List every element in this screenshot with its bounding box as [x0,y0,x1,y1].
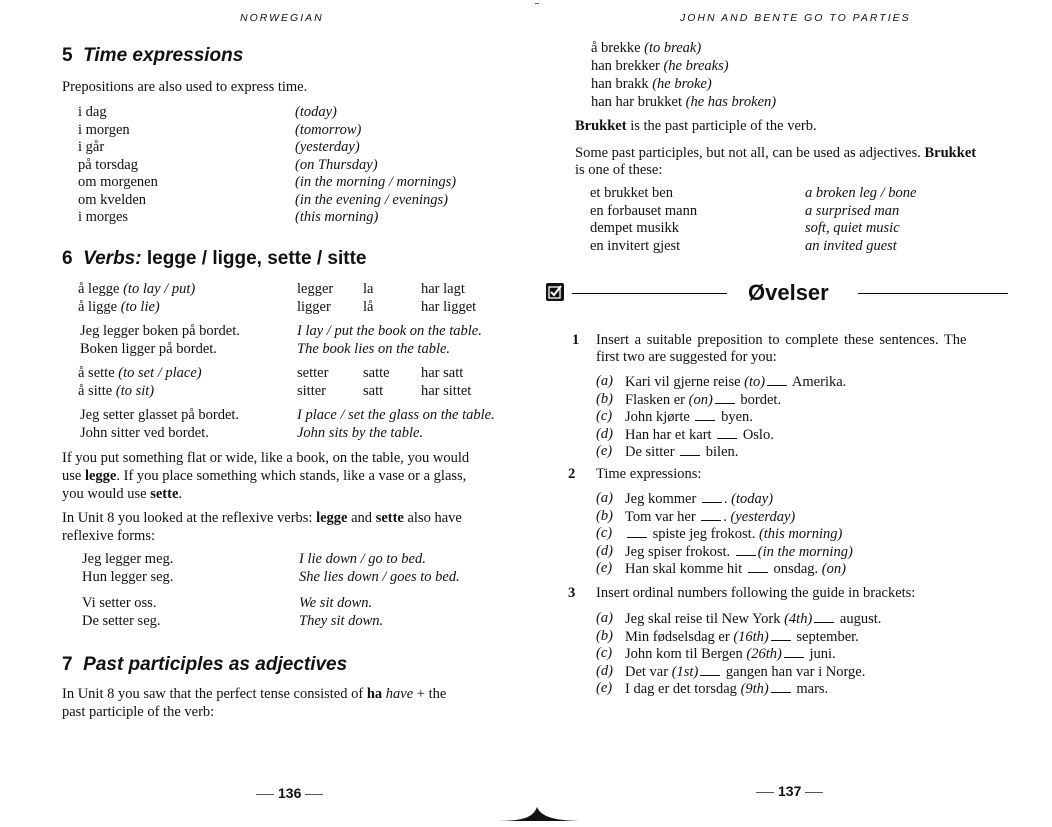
answer-blank[interactable] [814,610,834,623]
example-norwegian: Boken ligger på bordet. [80,341,217,357]
exercise-item-text: John kom til Bergen (26th) juni. [625,646,836,662]
answer-blank[interactable] [771,680,791,693]
exercise-3-instr: Insert ordinal numbers following the guide in brackets: [596,585,916,601]
adjective-english: soft, quiet music [805,220,900,236]
exercise-1-number: 1 [572,332,580,348]
answer-blank[interactable] [736,543,756,556]
section-7-line2: past participle of the verb: [62,704,215,720]
verb-infinitive: å sette (to set / place) [78,365,202,381]
some-participles-line1: Some past participles, but not all, can be used as adjectives. Brukket [575,145,977,161]
section-5-number: 5 [62,45,73,66]
exercise-item-text: John kjørte byen. [625,409,753,425]
example-english: I lay / put the book on the table. [297,323,482,339]
time-expression-english: (today) [295,104,337,120]
para2-line2: reflexive forms: [62,528,156,544]
verb-present: sitter [297,383,326,399]
answer-blank[interactable] [784,645,804,658]
para1-bold-legge: legge [84,468,117,484]
time-expression-english: (on Thursday) [295,156,378,173]
answer-blank[interactable] [748,560,768,573]
adjective-norwegian: dempet musikk [590,220,680,236]
exercise-item-text: Jeg skal reise til New York (4th) august. [625,611,882,627]
example-norwegian: Jeg legger boken på bordet. [80,323,240,339]
left-page-number: 136 [252,785,327,801]
example-english: I place / set the glass on the table. [297,407,495,423]
exercise-item-letter: (d) [596,662,613,679]
section-7-heading [62,654,347,676]
time-expression-norwegian: i dag [78,104,107,120]
verb-past: satt [363,383,384,399]
verb-perfect: har ligget [421,299,477,315]
adjective-norwegian: et brukket ben [590,185,673,201]
right-running-head: JOHN AND BENTE GO TO PARTIES [680,12,911,24]
exercise-1-instr-line1: Insert a suitable preposition to complete these sentences. The [596,332,967,348]
exercises-rule-left [572,293,727,294]
para1-line3: you would use sette. [62,486,183,502]
verb-present: setter [297,365,329,381]
exercise-item-letter: (c) [596,408,613,424]
exercise-item-letter: (b) [596,507,613,524]
exercises-rule-right [858,293,1008,294]
answer-blank[interactable] [695,408,715,421]
para1-line2: use legge. If you place something which stands, like a vase or a glass, [62,468,467,484]
exercise-item-text: Jeg kommer . (today) [625,491,774,507]
brekke-form: han brakk (he broke) [591,76,712,92]
reflexive-english: They sit down. [299,613,384,629]
section-6-heading [62,248,366,270]
exercise-item-text: Han skal komme hit onsdag. (on) [625,561,846,577]
verb-present: ligger [297,299,331,315]
adjective-english: a surprised man [805,202,900,219]
section-6-number: 6 [62,248,73,269]
time-expression-norwegian: i morgen [78,121,130,138]
exercise-2-number: 2 [568,466,576,482]
exercise-item-letter: (a) [596,373,613,389]
time-expression-norwegian: om morgenen [78,174,158,190]
time-expression-english: (in the morning / mornings) [295,174,457,190]
book-spine-shadow [495,805,585,822]
exercise-2-instr: Time expressions: [596,466,702,482]
verb-past: satte [363,365,390,381]
exercise-item-text: Jeg spiser frokost. (in the morning) [625,543,853,560]
exercise-item-letter: (c) [596,525,613,541]
exercise-item-letter: (a) [596,490,613,506]
verb-present: legger [297,281,334,297]
answer-blank[interactable] [715,391,735,404]
spine-tick [535,3,539,4]
reflexive-norwegian: De setter seg. [82,613,161,629]
example-english: The book lies on the table. [297,341,451,357]
adjective-norwegian: en invitert gjest [590,237,681,254]
adjective-english: an invited guest [805,237,897,254]
verb-perfect: har lagt [421,281,465,297]
exercise-item-letter: (e) [596,560,613,576]
brukket-line: Brukket is the past participle of the verb. [575,118,817,134]
exercise-item-letter: (b) [596,627,613,644]
some-participles-line2: is one of these: [575,162,663,178]
exercise-checkbox-icon [546,283,564,301]
brekke-form: å brekke (to break) [591,40,702,56]
time-expression-english: (yesterday) [295,139,360,155]
exercise-item-letter: (e) [596,443,613,459]
exercise-1-instr-line2: first two are suggested for you: [596,349,777,365]
exercise-item-text: I dag er det torsdag (9th) mars. [625,681,829,697]
exercise-item-letter: (e) [596,680,613,696]
time-expression-norwegian: i går [78,139,105,155]
adjective-norwegian: en forbauset mann [590,202,698,219]
answer-blank[interactable] [627,525,647,538]
answer-blank[interactable] [771,628,791,641]
section-6-title-rest: legge / ligge, sette / sitte [146,248,367,269]
example-english: John sits by the table. [297,425,424,441]
para2-line1: In Unit 8 you looked at the reflexive verbs: legge and sette also have [62,510,462,526]
time-expression-norwegian: på torsdag [78,156,138,173]
reflexive-english: We sit down. [299,595,373,611]
time-expression-english: (in the evening / evenings) [295,191,448,208]
exercises-title: Øvelser [748,280,829,305]
reflexive-english: She lies down / goes to bed. [299,569,460,585]
exercise-item-letter: (b) [596,390,613,407]
exercise-item-letter: (c) [596,645,613,661]
time-expression-norwegian: om kvelden [78,191,147,208]
section-5-title: Time expressions [83,45,244,66]
reflexive-norwegian: Jeg legger meg. [82,551,174,567]
section-7-number: 7 [62,654,73,675]
answer-blank[interactable] [701,508,721,521]
section-6-title-italic: Verbs: [83,248,142,269]
exercise-3-number: 3 [568,585,576,601]
reflexive-norwegian: Vi setter oss. [82,595,157,611]
verb-perfect: har sittet [421,383,472,399]
exercise-item-text: Han har et kart Oslo. [625,426,774,443]
para1-bold-sette: sette [150,486,179,502]
exercise-item-text: De sitter bilen. [625,444,739,460]
exercise-item-text: Flasken er (on) bordet. [625,391,782,408]
answer-blank[interactable] [702,490,722,503]
reflexive-english: I lie down / go to bed. [299,551,426,567]
exercise-item-text: Det var (1st) gangen han var i Norge. [625,663,866,680]
verb-past: la [363,281,374,297]
answer-blank[interactable] [700,663,720,676]
section-5-heading [62,45,243,67]
reflexive-norwegian: Hun legger seg. [82,569,174,585]
example-norwegian: Jeg setter glasset på bordet. [80,407,240,423]
section-5-intro: Prepositions are also used to express time. [62,79,308,95]
verb-infinitive: å legge (to lay / put) [78,281,196,297]
exercise-item-letter: (a) [596,610,613,626]
exercise-item-letter: (d) [596,425,613,442]
verb-infinitive: å sitte (to sit) [78,383,155,399]
exercise-item-text: Min fødselsdag er (16th) september. [625,628,859,645]
answer-blank[interactable] [680,443,700,456]
brekke-form: han har brukket (he has broken) [591,94,777,110]
right-page-number: 137 [752,783,827,799]
section-7-line1: In Unit 8 you saw that the perfect tense consisted of ha have + the [62,686,447,702]
adjective-english: a broken leg / bone [805,185,917,201]
time-expression-english: (this morning) [295,209,379,225]
verb-past: lå [363,299,374,315]
answer-blank[interactable] [717,426,737,439]
exercise-item-text: spiste jeg frokost. (this morning) [625,525,842,543]
answer-blank[interactable] [767,373,787,386]
exercise-item-text: Tom var her . (yesterday) [625,508,796,525]
verb-perfect: har satt [421,365,464,381]
time-expression-english: (tomorrow) [295,121,362,138]
example-norwegian: John sitter ved bordet. [80,425,209,441]
brekke-form: han brekker (he breaks) [591,58,729,74]
exercise-item-text: Kari vil gjerne reise (to) Amerika. [625,374,847,390]
section-7-title: Past participles as adjectives [83,654,348,675]
verb-infinitive: å ligge (to lie) [78,299,160,315]
exercise-item-letter: (d) [596,542,613,559]
para1-line1: If you put something flat or wide, like a book, on the table, you would [62,450,470,466]
time-expression-norwegian: i morges [78,209,129,225]
left-running-head: NORWEGIAN [240,12,324,24]
